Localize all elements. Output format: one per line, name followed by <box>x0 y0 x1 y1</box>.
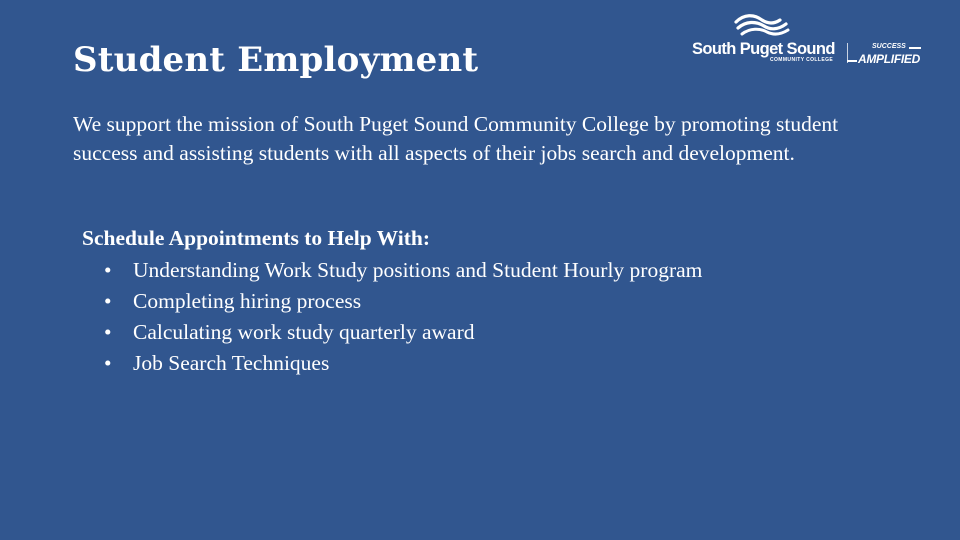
logo-subtitle: COMMUNITY COLLEGE <box>770 57 834 63</box>
waves-icon <box>734 12 790 38</box>
tagline-dash <box>847 60 857 62</box>
list-item <box>82 318 702 349</box>
schedule-heading: Schedule Appointments to Help With: <box>82 226 431 250</box>
list-item <box>82 287 702 318</box>
tagline-dash <box>909 47 921 49</box>
list-item-text: Job Search Techniques <box>133 351 330 375</box>
list-item-text: Calculating work study quarterly award <box>133 320 475 344</box>
list-item-text: Completing hiring process <box>133 289 362 313</box>
slide-title: Student Employment <box>73 40 479 80</box>
bullet: • <box>104 258 112 282</box>
logo-name: South Puget Sound <box>692 40 835 58</box>
intro-paragraph: We support the mission of South Puget Sound Community College by promoting student success and assisting students with all aspects of their jobs search and development. <box>73 112 839 165</box>
list-item <box>82 256 702 287</box>
bullet: • <box>104 289 112 313</box>
logo-tagline-bottom: AMPLIFIED <box>858 52 920 66</box>
bullet: • <box>104 320 112 344</box>
bullet: • <box>104 351 112 375</box>
college-logo <box>692 12 927 72</box>
help-list <box>82 256 702 380</box>
logo-tagline-top: SUCCESS <box>872 43 906 50</box>
list-item-text: Understanding Work Study positions and Student Hourly program <box>133 258 703 282</box>
list-item <box>82 349 702 380</box>
